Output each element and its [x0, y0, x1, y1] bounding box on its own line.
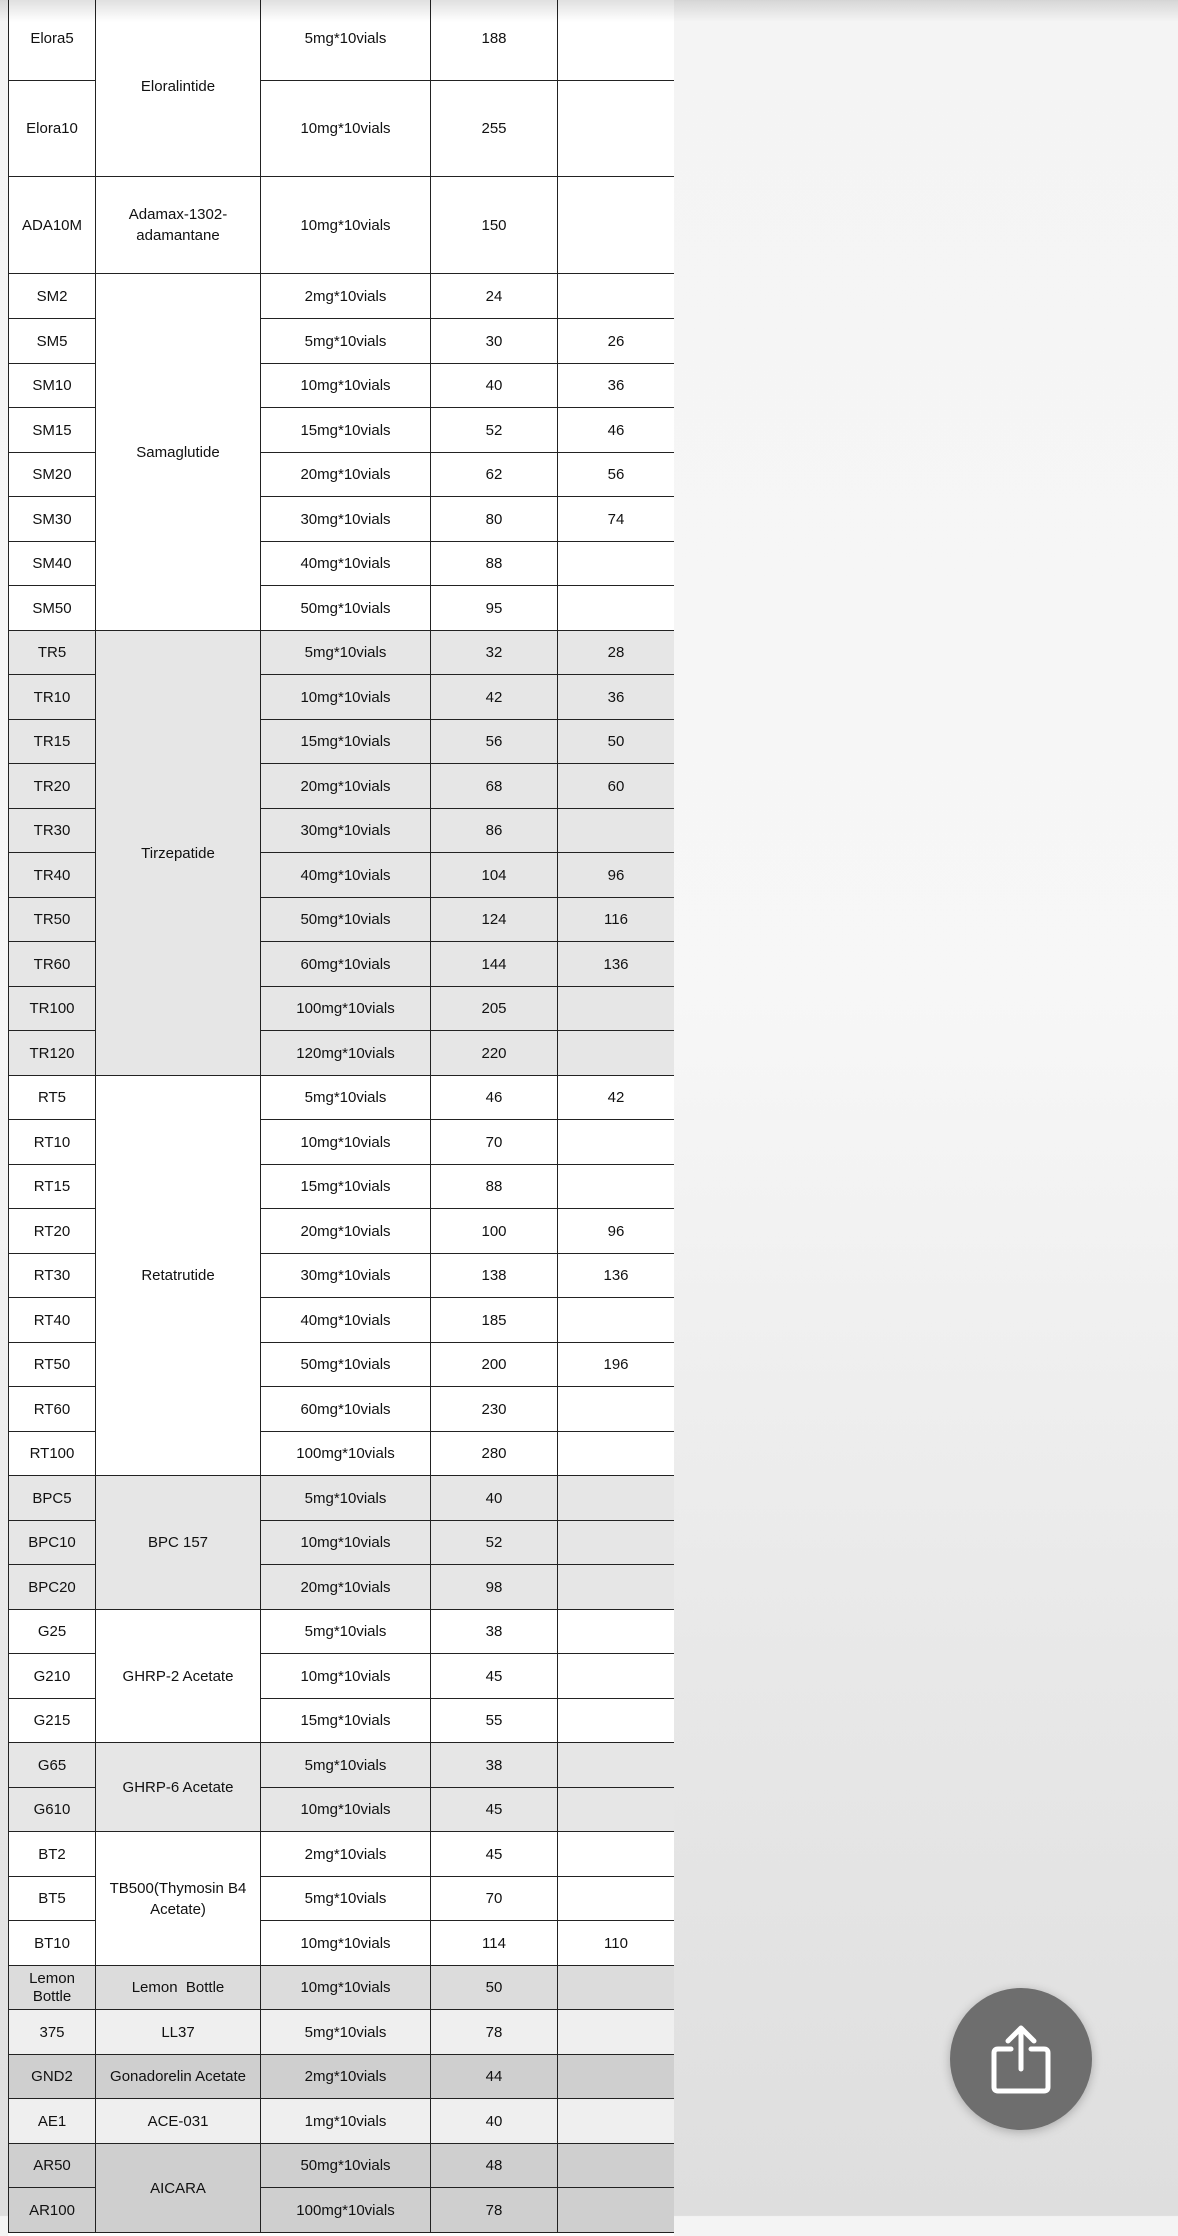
- price-list-image: [8, 0, 674, 2236]
- bulk-price-cell: [558, 1654, 675, 1699]
- bulk-price-cell: [558, 1565, 675, 1610]
- code-cell: RT5: [9, 1076, 96, 1120]
- spec-cell: 5mg*10vials: [261, 1743, 431, 1788]
- product-name-cell: AICARA: [96, 2144, 261, 2233]
- code-cell: G25: [9, 1610, 96, 1654]
- spec-cell: 5mg*10vials: [261, 631, 431, 675]
- table-row: [9, 2010, 675, 2055]
- code-cell: RT60: [9, 1387, 96, 1432]
- code-cell: Elora10: [9, 81, 96, 177]
- share-button[interactable]: [950, 1988, 1092, 2130]
- code-cell: RT50: [9, 1343, 96, 1387]
- bulk-price-cell: 36: [558, 364, 675, 408]
- price-cell: 150: [431, 177, 558, 274]
- product-name-cell: Samaglutide: [96, 274, 261, 631]
- spec-cell: 15mg*10vials: [261, 720, 431, 764]
- bulk-price-cell: [558, 2055, 675, 2099]
- code-cell: G610: [9, 1788, 96, 1832]
- bulk-price-cell: [558, 2144, 675, 2188]
- price-cell: 138: [431, 1254, 558, 1298]
- spec-cell: 1mg*10vials: [261, 2099, 431, 2144]
- code-cell: SM30: [9, 497, 96, 542]
- bulk-price-cell: [558, 1743, 675, 1788]
- code-cell: RT15: [9, 1165, 96, 1209]
- spec-cell: 40mg*10vials: [261, 542, 431, 586]
- price-cell: 104: [431, 853, 558, 898]
- bulk-price-cell: [558, 0, 675, 81]
- code-cell: G215: [9, 1699, 96, 1743]
- price-cell: 70: [431, 1877, 558, 1921]
- spec-cell: 30mg*10vials: [261, 497, 431, 542]
- price-cell: 78: [431, 2010, 558, 2055]
- code-cell: BT5: [9, 1877, 96, 1921]
- bulk-price-cell: 136: [558, 1254, 675, 1298]
- bulk-price-cell: [558, 1387, 675, 1432]
- table-row: [9, 1610, 675, 1654]
- price-cell: 50: [431, 1966, 558, 2010]
- price-cell: 45: [431, 1654, 558, 1699]
- code-cell: Elora5: [9, 0, 96, 81]
- bulk-price-cell: [558, 1432, 675, 1476]
- bulk-price-cell: [558, 1298, 675, 1343]
- bulk-price-cell: 42: [558, 1076, 675, 1120]
- price-cell: 46: [431, 1076, 558, 1120]
- product-name-cell: TB500(Thymosin B4 Acetate): [96, 1832, 261, 1966]
- spec-cell: 20mg*10vials: [261, 1209, 431, 1254]
- bulk-price-cell: [558, 177, 675, 274]
- code-cell: G210: [9, 1654, 96, 1699]
- product-name-cell: Retatrutide: [96, 1076, 261, 1476]
- bulk-price-cell: [558, 1699, 675, 1743]
- bulk-price-cell: [558, 1832, 675, 1877]
- bulk-price-cell: [558, 1877, 675, 1921]
- code-cell: Lemon Bottle: [9, 1966, 96, 2010]
- bulk-price-cell: [558, 586, 675, 631]
- code-cell: G65: [9, 1743, 96, 1788]
- price-table: [8, 0, 674, 2233]
- bulk-price-cell: [558, 987, 675, 1031]
- code-cell: TR5: [9, 631, 96, 675]
- price-cell: 42: [431, 675, 558, 720]
- code-cell: BT2: [9, 1832, 96, 1877]
- spec-cell: 5mg*10vials: [261, 1476, 431, 1521]
- product-name-cell: Lemon Bottle: [96, 1966, 261, 2010]
- product-name-cell: Gonadorelin Acetate: [96, 2055, 261, 2099]
- product-name-cell: ACE-031: [96, 2099, 261, 2144]
- price-cell: 62: [431, 453, 558, 497]
- spec-cell: 10mg*10vials: [261, 1654, 431, 1699]
- bulk-price-cell: 46: [558, 408, 675, 453]
- price-cell: 280: [431, 1432, 558, 1476]
- bulk-price-cell: [558, 81, 675, 177]
- price-cell: 24: [431, 274, 558, 319]
- code-cell: TR100: [9, 987, 96, 1031]
- price-cell: 48: [431, 2144, 558, 2188]
- price-cell: 44: [431, 2055, 558, 2099]
- price-cell: 185: [431, 1298, 558, 1343]
- spec-cell: 5mg*10vials: [261, 1610, 431, 1654]
- product-name-cell: GHRP-2 Acetate: [96, 1610, 261, 1743]
- bulk-price-cell: [558, 542, 675, 586]
- spec-cell: 30mg*10vials: [261, 809, 431, 853]
- product-name-cell: Eloralintide: [96, 0, 261, 177]
- price-cell: 70: [431, 1120, 558, 1165]
- table-row: [9, 2144, 675, 2188]
- bulk-price-cell: [558, 274, 675, 319]
- code-cell: RT30: [9, 1254, 96, 1298]
- price-cell: 40: [431, 2099, 558, 2144]
- spec-cell: 10mg*10vials: [261, 364, 431, 408]
- bulk-price-cell: [558, 1521, 675, 1565]
- share-icon: [990, 2023, 1052, 2095]
- spec-cell: 120mg*10vials: [261, 1031, 431, 1076]
- spec-cell: 10mg*10vials: [261, 1521, 431, 1565]
- price-cell: 56: [431, 720, 558, 764]
- price-cell: 255: [431, 81, 558, 177]
- price-cell: 100: [431, 1209, 558, 1254]
- code-cell: TR50: [9, 898, 96, 942]
- price-cell: 55: [431, 1699, 558, 1743]
- code-cell: SM15: [9, 408, 96, 453]
- code-cell: TR120: [9, 1031, 96, 1076]
- spec-cell: 20mg*10vials: [261, 1565, 431, 1610]
- spec-cell: 30mg*10vials: [261, 1254, 431, 1298]
- spec-cell: 50mg*10vials: [261, 1343, 431, 1387]
- code-cell: SM50: [9, 586, 96, 631]
- code-cell: TR40: [9, 853, 96, 898]
- spec-cell: 10mg*10vials: [261, 177, 431, 274]
- bulk-price-cell: 96: [558, 853, 675, 898]
- code-cell: TR15: [9, 720, 96, 764]
- code-cell: RT40: [9, 1298, 96, 1343]
- spec-cell: 20mg*10vials: [261, 453, 431, 497]
- bulk-price-cell: 50: [558, 720, 675, 764]
- price-cell: 200: [431, 1343, 558, 1387]
- table-row: [9, 1966, 675, 2010]
- table-row: [9, 2099, 675, 2144]
- price-cell: 38: [431, 1743, 558, 1788]
- price-cell: 52: [431, 1521, 558, 1565]
- code-cell: SM2: [9, 274, 96, 319]
- code-cell: BPC20: [9, 1565, 96, 1610]
- code-cell: TR20: [9, 764, 96, 809]
- bulk-price-cell: 28: [558, 631, 675, 675]
- price-cell: 144: [431, 942, 558, 987]
- bulk-price-cell: 196: [558, 1343, 675, 1387]
- product-name-cell: Adamax-1302-adamantane: [96, 177, 261, 274]
- price-cell: 95: [431, 586, 558, 631]
- table-row: [9, 177, 675, 274]
- spec-cell: 5mg*10vials: [261, 2010, 431, 2055]
- code-cell: TR10: [9, 675, 96, 720]
- code-cell: SM20: [9, 453, 96, 497]
- code-cell: BPC5: [9, 1476, 96, 1521]
- spec-cell: 60mg*10vials: [261, 1387, 431, 1432]
- table-row: [9, 1076, 675, 1120]
- code-cell: RT10: [9, 1120, 96, 1165]
- price-cell: 78: [431, 2188, 558, 2233]
- code-cell: RT20: [9, 1209, 96, 1254]
- table-row: [9, 0, 675, 81]
- spec-cell: 5mg*10vials: [261, 0, 431, 81]
- spec-cell: 10mg*10vials: [261, 1921, 431, 1966]
- bulk-price-cell: 60: [558, 764, 675, 809]
- table-row: [9, 1476, 675, 1521]
- price-cell: 124: [431, 898, 558, 942]
- spec-cell: 15mg*10vials: [261, 1699, 431, 1743]
- code-cell: BPC10: [9, 1521, 96, 1565]
- price-cell: 230: [431, 1387, 558, 1432]
- code-cell: SM10: [9, 364, 96, 408]
- bulk-price-cell: 116: [558, 898, 675, 942]
- spec-cell: 10mg*10vials: [261, 675, 431, 720]
- code-cell: TR30: [9, 809, 96, 853]
- price-cell: 88: [431, 1165, 558, 1209]
- spec-cell: 15mg*10vials: [261, 408, 431, 453]
- product-name-cell: GHRP-6 Acetate: [96, 1743, 261, 1832]
- price-cell: 52: [431, 408, 558, 453]
- spec-cell: 50mg*10vials: [261, 2144, 431, 2188]
- spec-cell: 5mg*10vials: [261, 1076, 431, 1120]
- bulk-price-cell: [558, 2010, 675, 2055]
- price-cell: 40: [431, 1476, 558, 1521]
- product-name-cell: LL37: [96, 2010, 261, 2055]
- code-cell: SM5: [9, 319, 96, 364]
- bulk-price-cell: [558, 2188, 675, 2233]
- code-cell: SM40: [9, 542, 96, 586]
- spec-cell: 2mg*10vials: [261, 274, 431, 319]
- bulk-price-cell: [558, 1788, 675, 1832]
- bulk-price-cell: 56: [558, 453, 675, 497]
- code-cell: AE1: [9, 2099, 96, 2144]
- spec-cell: 50mg*10vials: [261, 586, 431, 631]
- spec-cell: 15mg*10vials: [261, 1165, 431, 1209]
- code-cell: TR60: [9, 942, 96, 987]
- code-cell: 375: [9, 2010, 96, 2055]
- price-cell: 45: [431, 1788, 558, 1832]
- code-cell: AR50: [9, 2144, 96, 2188]
- spec-cell: 2mg*10vials: [261, 2055, 431, 2099]
- bulk-price-cell: 136: [558, 942, 675, 987]
- bulk-price-cell: [558, 1610, 675, 1654]
- bulk-price-cell: 26: [558, 319, 675, 364]
- table-row: [9, 274, 675, 319]
- spec-cell: 100mg*10vials: [261, 1432, 431, 1476]
- price-cell: 86: [431, 809, 558, 853]
- bulk-price-cell: 110: [558, 1921, 675, 1966]
- spec-cell: 10mg*10vials: [261, 81, 431, 177]
- code-cell: GND2: [9, 2055, 96, 2099]
- price-cell: 220: [431, 1031, 558, 1076]
- bulk-price-cell: [558, 1120, 675, 1165]
- table-row: [9, 1832, 675, 1877]
- price-cell: 88: [431, 542, 558, 586]
- bulk-price-cell: 36: [558, 675, 675, 720]
- code-cell: ADA10M: [9, 177, 96, 274]
- bulk-price-cell: [558, 1031, 675, 1076]
- price-cell: 68: [431, 764, 558, 809]
- spec-cell: 60mg*10vials: [261, 942, 431, 987]
- bulk-price-cell: [558, 1966, 675, 2010]
- table-row: [9, 1743, 675, 1788]
- spec-cell: 2mg*10vials: [261, 1832, 431, 1877]
- price-cell: 40: [431, 364, 558, 408]
- spec-cell: 20mg*10vials: [261, 764, 431, 809]
- price-cell: 38: [431, 1610, 558, 1654]
- bulk-price-cell: [558, 1476, 675, 1521]
- bulk-price-cell: [558, 809, 675, 853]
- spec-cell: 10mg*10vials: [261, 1966, 431, 2010]
- price-cell: 114: [431, 1921, 558, 1966]
- code-cell: RT100: [9, 1432, 96, 1476]
- code-cell: AR100: [9, 2188, 96, 2233]
- price-cell: 32: [431, 631, 558, 675]
- spec-cell: 5mg*10vials: [261, 319, 431, 364]
- table-row: [9, 631, 675, 675]
- price-cell: 45: [431, 1832, 558, 1877]
- price-cell: 205: [431, 987, 558, 1031]
- table-row: [9, 2055, 675, 2099]
- bulk-price-cell: 74: [558, 497, 675, 542]
- price-cell: 188: [431, 0, 558, 81]
- spec-cell: 40mg*10vials: [261, 853, 431, 898]
- price-cell: 98: [431, 1565, 558, 1610]
- bulk-price-cell: [558, 1165, 675, 1209]
- bulk-price-cell: [558, 2099, 675, 2144]
- product-name-cell: BPC 157: [96, 1476, 261, 1610]
- price-cell: 30: [431, 319, 558, 364]
- spec-cell: 50mg*10vials: [261, 898, 431, 942]
- spec-cell: 5mg*10vials: [261, 1877, 431, 1921]
- code-cell: BT10: [9, 1921, 96, 1966]
- product-name-cell: Tirzepatide: [96, 631, 261, 1076]
- bulk-price-cell: 96: [558, 1209, 675, 1254]
- spec-cell: 10mg*10vials: [261, 1120, 431, 1165]
- price-cell: 80: [431, 497, 558, 542]
- spec-cell: 100mg*10vials: [261, 2188, 431, 2233]
- spec-cell: 40mg*10vials: [261, 1298, 431, 1343]
- spec-cell: 100mg*10vials: [261, 987, 431, 1031]
- spec-cell: 10mg*10vials: [261, 1788, 431, 1832]
